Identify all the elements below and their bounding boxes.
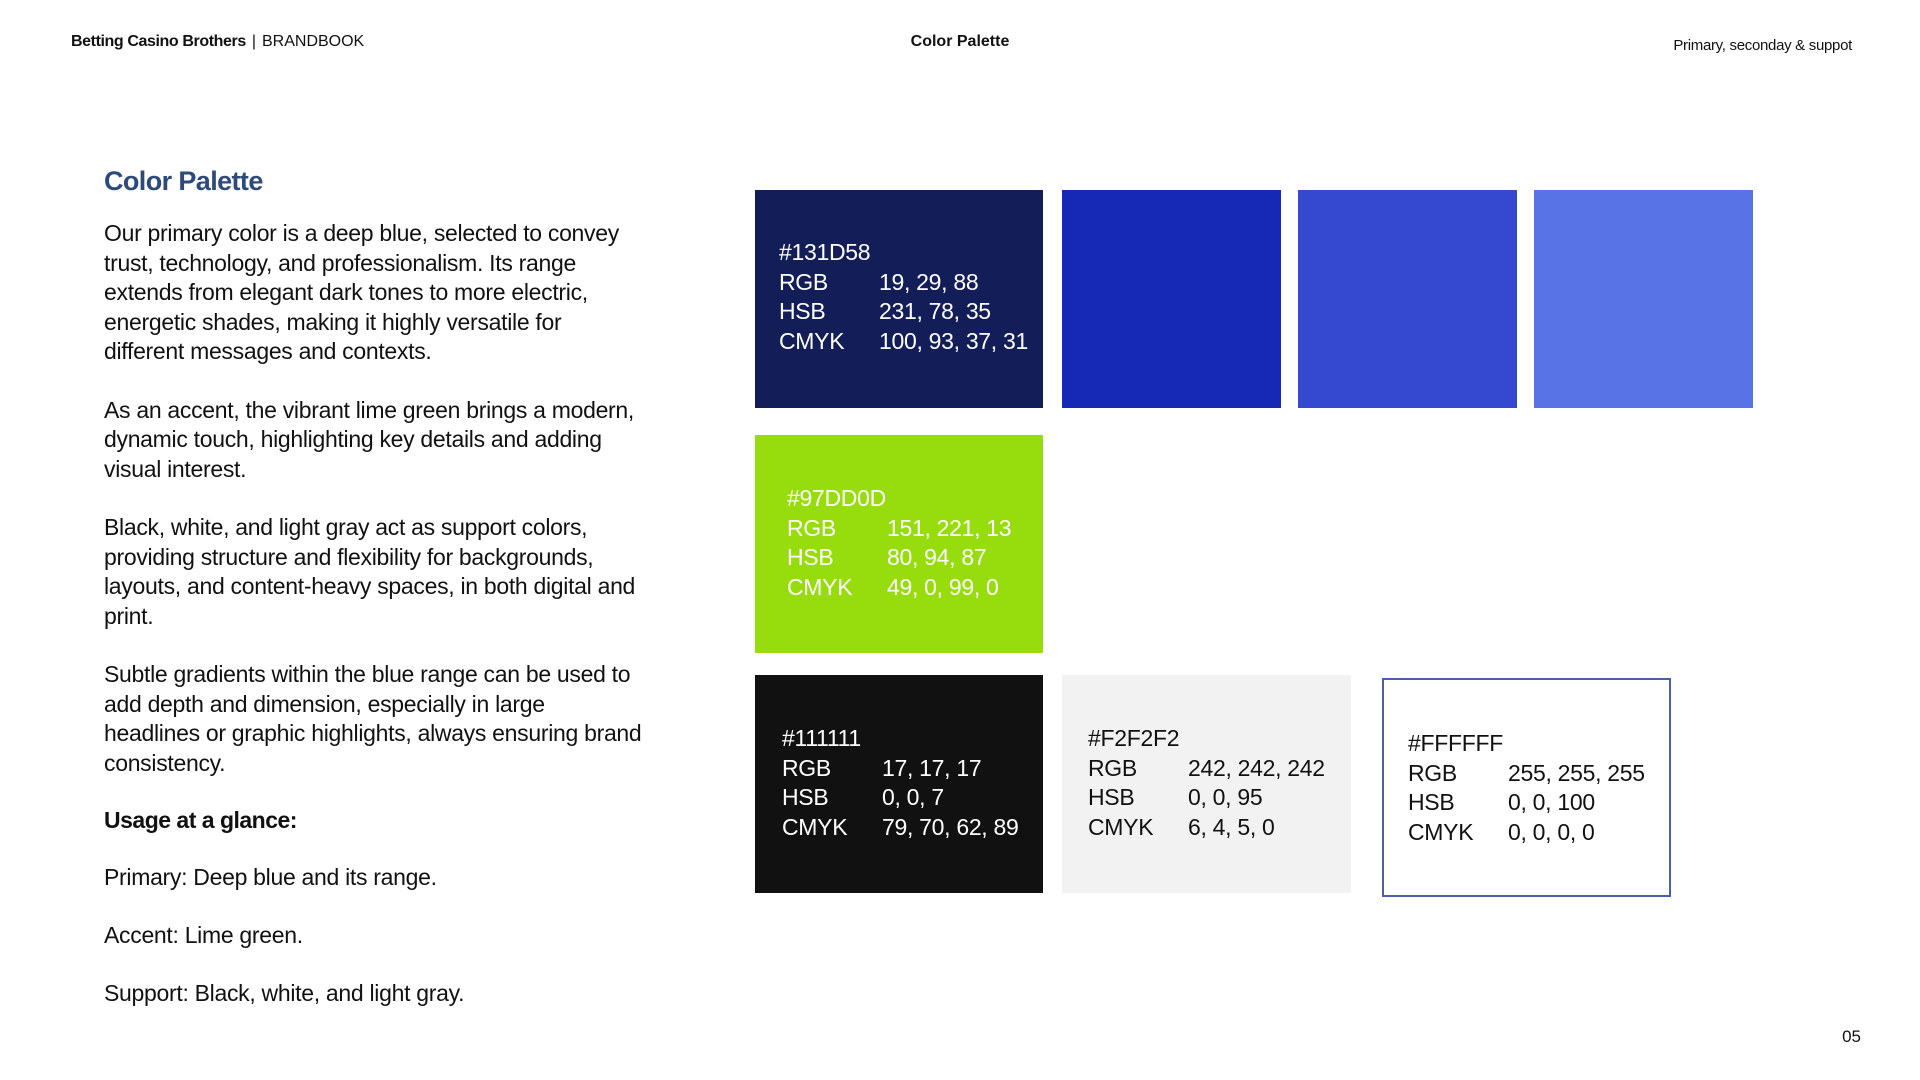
gray-hsb-label: HSB — [1088, 784, 1135, 810]
paragraph-gradients: Subtle gradients within the blue range can be used to add depth and dimension, especially in large headlines or graphic highlights, always ensuring brand consistency. — [104, 661, 642, 776]
gray-cmyk-value: 6, 4, 5, 0 — [1188, 813, 1275, 840]
header-section-title: Color Palette — [910, 33, 1010, 50]
header-subtitle: Primary, seconday & suppot — [1673, 37, 1852, 54]
black-rgb-value: 17, 17, 17 — [882, 754, 982, 781]
accent-rgb-label: RGB — [787, 514, 836, 541]
swatch-support-light-gray — [1062, 675, 1351, 893]
usage-primary: Primary: Deep blue and its range. — [104, 864, 437, 890]
swatch-accent-lime — [755, 435, 1043, 653]
primary-hex: #131D58 — [779, 239, 871, 265]
gray-rgb-label: RGB — [1088, 754, 1137, 781]
gray-cmyk-label: CMYK — [1088, 813, 1154, 840]
paragraph-primary: Our primary color is a deep blue, selected to convey trust, technology, and professionalism. Its range extends from elegant dark tones to more electric, energetic shades, making it highly versatile for different messages and contexts. — [104, 220, 619, 364]
usage-title: Usage at a glance: — [104, 807, 297, 833]
page-number: 05 — [1842, 1027, 1861, 1046]
black-hsb-label: HSB — [782, 784, 829, 810]
swatch-blue-range-3 — [1534, 190, 1753, 408]
brandbook-label: BRANDBOOK — [261, 33, 365, 50]
primary-cmyk-value: 100, 93, 37, 31 — [879, 327, 1028, 354]
white-hsb-value: 0, 0, 100 — [1508, 789, 1595, 815]
swatch-blue-range-1 — [1062, 190, 1281, 408]
accent-hsb-value: 80, 94, 87 — [887, 544, 987, 570]
accent-cmyk-label: CMYK — [787, 573, 853, 600]
gray-hsb-value: 0, 0, 95 — [1188, 784, 1263, 810]
white-cmyk-label: CMYK — [1408, 818, 1474, 845]
swatch-support-black — [755, 675, 1043, 893]
accent-hsb-label: HSB — [787, 544, 834, 570]
black-hsb-value: 0, 0, 7 — [882, 784, 944, 810]
paragraph-support: Black, white, and light gray act as support colors, providing structure and flexibility for backgrounds, layouts, and content-heavy spaces, in both digital and print. — [104, 514, 636, 629]
swatch-support-white — [1382, 678, 1671, 897]
brand-name: Betting Casino Brothers — [71, 33, 246, 50]
usage-accent: Accent: Lime green. — [104, 922, 303, 948]
usage-support: Support: Black, white, and light gray. — [104, 980, 465, 1006]
accent-rgb-value: 151, 221, 13 — [887, 514, 1012, 541]
primary-hsb-label: HSB — [779, 298, 826, 324]
black-hex: #111111 — [782, 725, 861, 751]
primary-hsb-value: 231, 78, 35 — [879, 298, 991, 324]
swatch-primary-deep-blue — [755, 190, 1043, 408]
white-rgb-label: RGB — [1408, 759, 1457, 786]
black-rgb-label: RGB — [782, 754, 831, 781]
gray-rgb-value: 242, 242, 242 — [1188, 754, 1325, 781]
primary-rgb-value: 19, 29, 88 — [879, 268, 979, 295]
white-cmyk-value: 0, 0, 0, 0 — [1508, 818, 1595, 845]
page-title: Color Palette — [104, 166, 263, 196]
swatch-blue-range-2 — [1298, 190, 1517, 408]
paragraph-accent: As an accent, the vibrant lime green brings a modern, dynamic touch, highlighting key details and adding visual interest. — [104, 396, 635, 482]
white-hsb-label: HSB — [1408, 789, 1455, 815]
accent-hex: #97DD0D — [787, 485, 886, 511]
header-separator: | — [251, 33, 256, 50]
white-hex: #FFFFFF — [1408, 730, 1503, 756]
black-cmyk-label: CMYK — [782, 813, 848, 840]
accent-cmyk-value: 49, 0, 99, 0 — [887, 573, 999, 600]
gray-hex: #F2F2F2 — [1088, 725, 1180, 751]
text-column — [104, 166, 644, 1037]
black-cmyk-value: 79, 70, 62, 89 — [882, 813, 1019, 840]
white-rgb-value: 255, 255, 255 — [1508, 759, 1645, 786]
primary-rgb-label: RGB — [779, 268, 828, 295]
primary-cmyk-label: CMYK — [779, 327, 845, 354]
